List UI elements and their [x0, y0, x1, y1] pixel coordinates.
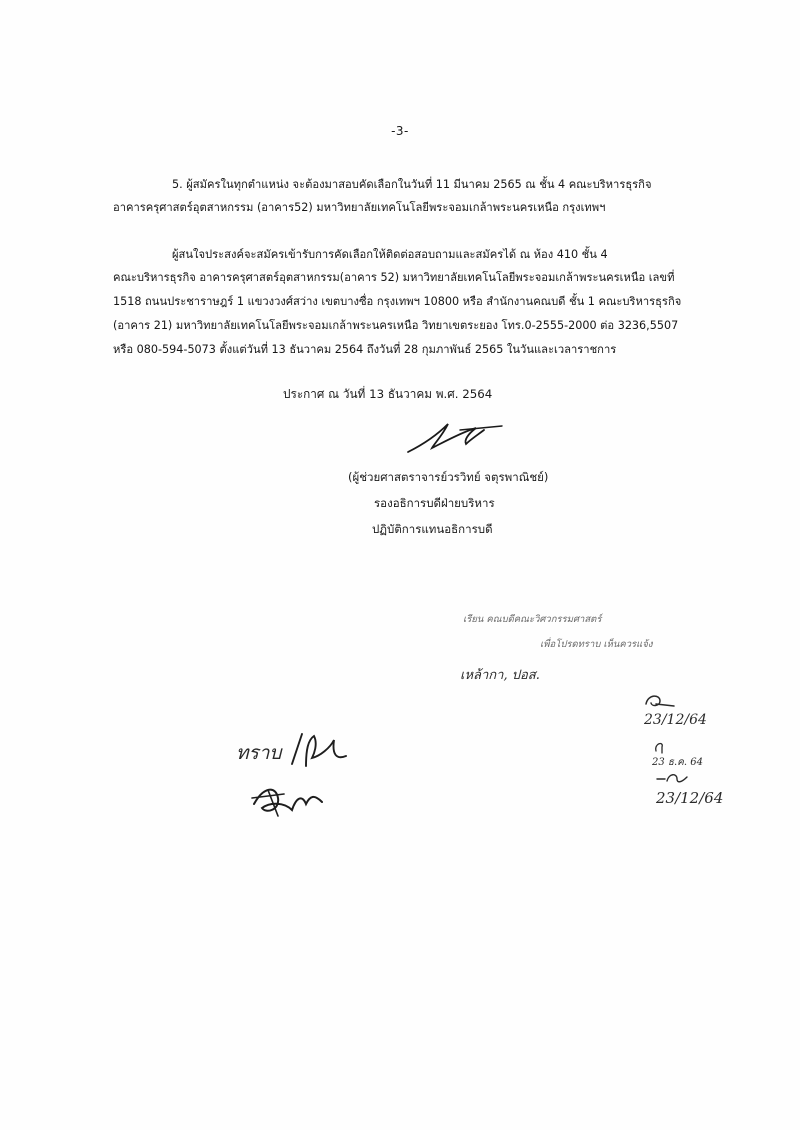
initial-mark-2 [650, 739, 670, 755]
initial-mark-1 [642, 692, 678, 710]
contact-line-4: (อาคาร 21) มหาวิทยาลัยเทคโนโลยีพระจอมเกล้าพระนครเหนือ วิทยาเขตระยอง โทร.0-2555-2000 ต่อ 3236,5507 [113, 319, 679, 332]
signatory-name: (ผู้ช่วยศาสตราจารย์วรวิทย์ จตุรพาณิชย์) [348, 470, 549, 484]
routing-note-1: เรียน คณบดีคณะวิศวกรรมศาสตร์ [463, 614, 602, 625]
handwritten-date-2: 23 ธ.ค. 64 [652, 757, 703, 768]
signatory-acting-title: ปฏิบัติการแทนอธิการบดี [372, 522, 493, 536]
contact-line-1: ผู้สนใจประสงค์จะสมัครเข้ารับการคัดเลือกให้ติดต่อสอบถามและสมัครได้ ณ ห้อง 410 ชั้น 4 [172, 248, 608, 261]
routing-note-3: เหล้ากา, ปอส. [460, 668, 540, 683]
initial-mark-3 [655, 771, 691, 785]
director-signature [248, 780, 328, 822]
announcement-date: ประกาศ ณ วันที่ 13 ธันวาคม พ.ศ. 2564 [283, 387, 493, 401]
routing-note-2: เพื่อโปรดทราบ เห็นควรแจ้ง [540, 639, 653, 650]
item5-line-1: 5. ผู้สมัครในทุกตำแหน่ง จะต้องมาสอบคัดเลือกในวันที่ 11 มีนาคม 2565 ณ ชั้น 4 คณะบริหารธุรกิจ [172, 178, 652, 191]
handwritten-date-3: 23/12/64 [656, 789, 724, 807]
contact-line-2: คณะบริหารธุรกิจ อาคารครุศาสตร์อุตสาหกรรม(อาคาร 52) มหาวิทยาลัยเทคโนโลยีพระจอมเกล้าพระนครเหนือ เลขที่ [113, 271, 675, 284]
acknowledged-note: ทราบ [236, 742, 282, 764]
acknowledgement-signature [284, 730, 354, 770]
contact-line-5: หรือ 080-594-5073 ตั้งแต่วันที่ 13 ธันวาคม 2564 ถึงวันที่ 28 กุมภาพันธ์ 2565 ในวันและเวลาราชการ [113, 343, 617, 356]
signatory-title: รองอธิการบดีฝ่ายบริหาร [374, 496, 495, 510]
handwritten-date-1: 23/12/64 [644, 712, 707, 728]
contact-line-3: 1518 ถนนประชาราษฎร์ 1 แขวงวงศ์สว่าง เขตบางซื่อ กรุงเทพฯ 10800 หรือ สำนักงานคณบดี ชั้น 1 คณะบริหารธุรกิจ [113, 295, 682, 308]
page-number: -3- [391, 124, 409, 138]
signature-image [404, 414, 514, 460]
signatory-block [330, 464, 580, 542]
item5-line-2: อาคารครุศาสตร์อุตสาหกรรม (อาคาร52) มหาวิทยาลัยเทคโนโลยีพระจอมเกล้าพระนครเหนือ กรุงเทพฯ [113, 201, 606, 214]
